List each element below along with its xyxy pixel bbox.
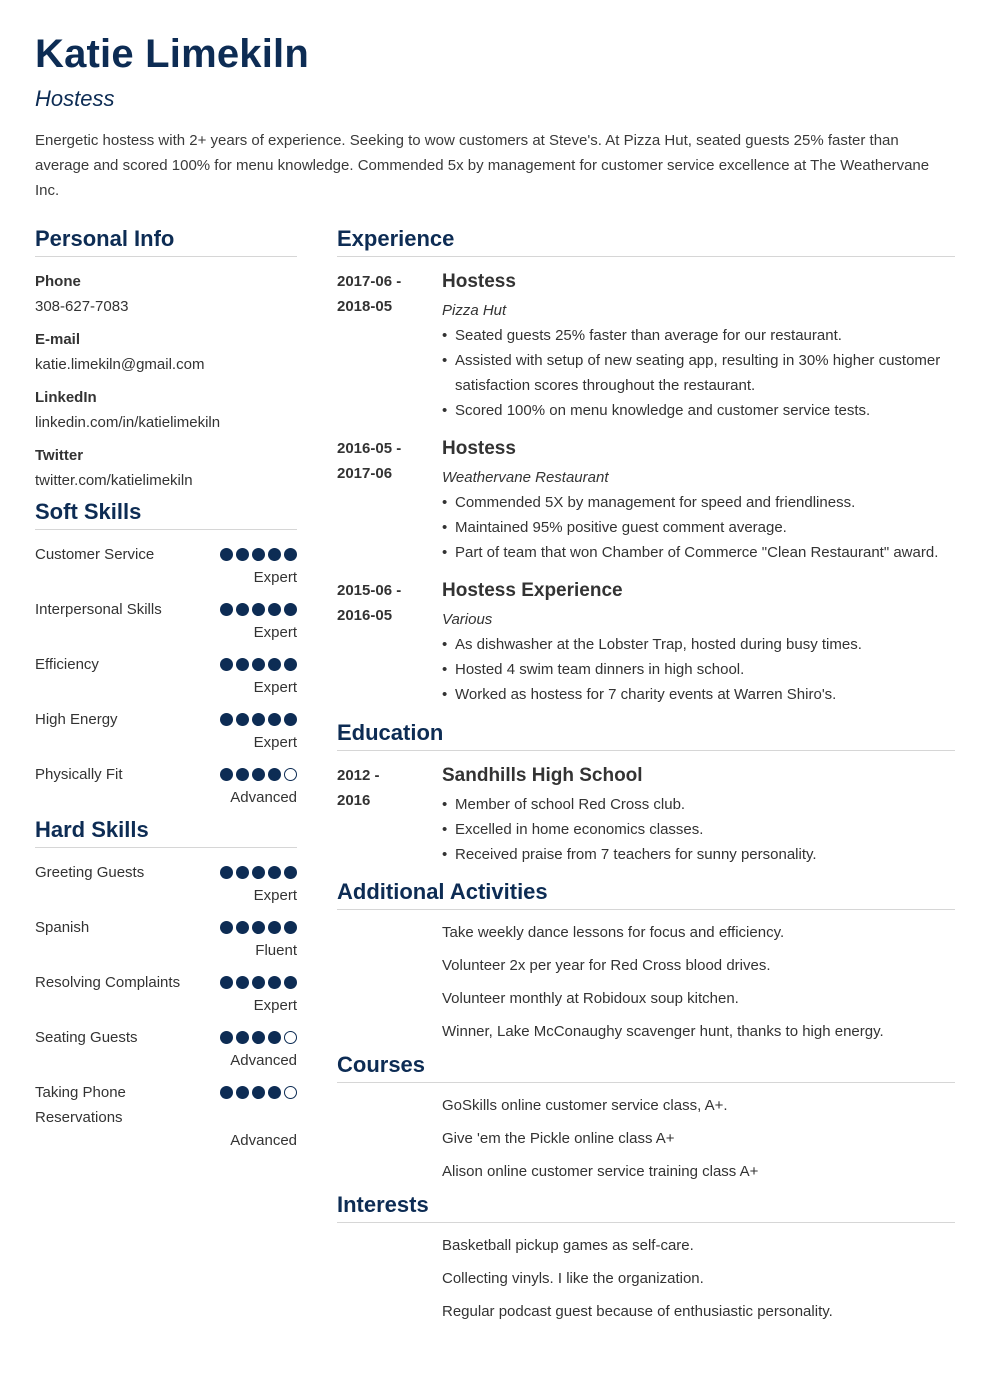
personal-info-section (35, 226, 297, 493)
skill-item (35, 707, 297, 754)
education-list (337, 763, 955, 867)
achievement-item: • Assisted with setup of new seating app, resulting in 30% higher customer satisfaction scores throughout the restaurant. (442, 348, 955, 398)
skill-name: Customer Service (35, 546, 155, 563)
interest-item: Collecting vinyls. I like the organization. (442, 1270, 704, 1287)
company-name: Pizza Hut (442, 302, 507, 319)
activities-list (442, 920, 955, 1044)
achievement-item: • Seated guests 25% faster than average for our restaurant. (442, 323, 955, 348)
filled-dot-icon (220, 768, 233, 781)
filled-dot-icon (236, 658, 249, 671)
achievement-item: • Maintained 95% positive guest comment average. (442, 515, 955, 540)
personal-info-label: E-mail (35, 331, 81, 348)
skill-name: High Energy (35, 711, 118, 728)
entry-dates (337, 269, 442, 423)
school-name: Sandhills High School (442, 765, 643, 786)
achievement-item: • Commended 5X by management for speed and friendliness. (442, 490, 955, 515)
skill-level: Advanced (230, 1052, 297, 1069)
skill-name: Interpersonal Skills (35, 601, 162, 618)
experience-heading: Experience (337, 226, 955, 257)
skill-row (35, 1025, 297, 1050)
skill-name: Resolving Complaints (35, 974, 181, 991)
achievement-item: • Scored 100% on menu knowledge and customer service tests. (442, 398, 955, 423)
filled-dot-icon (268, 548, 281, 561)
filled-dot-icon (268, 768, 281, 781)
skill-item (35, 915, 297, 962)
filled-dot-icon (252, 603, 265, 616)
education-section (337, 720, 955, 867)
skill-row (35, 860, 297, 885)
achievement-list (442, 490, 955, 565)
entry-body (442, 269, 955, 423)
skill-rating-dots (220, 1025, 297, 1044)
date-start: 2016-05 - (337, 440, 402, 457)
right-column (337, 226, 955, 1332)
education-bullets (442, 792, 955, 867)
entry-body (442, 578, 955, 707)
filled-dot-icon (220, 976, 233, 989)
hard-skills-list (35, 860, 297, 1152)
filled-dot-icon (268, 1031, 281, 1044)
filled-dot-icon (220, 548, 233, 561)
course-item: GoSkills online customer service class, A+. (442, 1097, 728, 1114)
experience-list (337, 269, 955, 707)
filled-dot-icon (220, 866, 233, 879)
personal-info-value: 308-627-7083 (35, 298, 129, 315)
filled-dot-icon (268, 976, 281, 989)
skill-rating-dots (220, 652, 297, 671)
filled-dot-icon (236, 921, 249, 934)
skill-rating-dots (220, 542, 297, 561)
courses-heading: Courses (337, 1052, 955, 1083)
skill-name: Spanish (35, 919, 90, 936)
company-name: Various (442, 611, 493, 628)
skill-rating-dots (220, 915, 297, 934)
skill-rating-dots (220, 860, 297, 879)
education-bullet: • Excelled in home economics classes. (442, 817, 955, 842)
activity-item: Volunteer 2x per year for Red Cross blood drives. (442, 957, 771, 974)
date-start: 2012 - (337, 767, 380, 784)
filled-dot-icon (284, 713, 297, 726)
skill-name: Efficiency (35, 656, 99, 673)
filled-dot-icon (268, 866, 281, 879)
filled-dot-icon (252, 1031, 265, 1044)
achievement-list (442, 632, 955, 707)
experience-entry (337, 578, 955, 707)
empty-dot-icon (284, 1031, 297, 1044)
skill-rating-dots (220, 970, 297, 989)
filled-dot-icon (236, 976, 249, 989)
entry-body (442, 436, 955, 565)
filled-dot-icon (268, 603, 281, 616)
skill-row (35, 762, 297, 787)
skill-level: Expert (253, 569, 297, 586)
job-role: Hostess (442, 271, 516, 292)
left-column (35, 226, 297, 1160)
experience-section (337, 226, 955, 707)
soft-skills-heading: Soft Skills (35, 499, 297, 530)
filled-dot-icon (268, 658, 281, 671)
candidate-name: Katie Limekiln (35, 32, 309, 76)
date-end: 2017-06 (337, 465, 393, 482)
skill-rating-dots (220, 707, 297, 726)
date-end: 2016 (337, 792, 371, 809)
skill-level: Expert (253, 997, 297, 1014)
skill-item (35, 860, 297, 907)
filled-dot-icon (252, 768, 265, 781)
personal-info-value: linkedin.com/in/katielimekiln (35, 414, 221, 431)
personal-info-value: twitter.com/katielimekiln (35, 472, 193, 489)
interest-item: Regular podcast guest because of enthusiastic personality. (442, 1303, 833, 1320)
filled-dot-icon (220, 921, 233, 934)
date-start: 2017-06 - (337, 273, 402, 290)
skill-name: Seating Guests (35, 1029, 138, 1046)
company-name: Weathervane Restaurant (442, 469, 609, 486)
filled-dot-icon (284, 658, 297, 671)
skill-row (35, 542, 297, 567)
personal-info-heading: Personal Info (35, 226, 297, 257)
filled-dot-icon (220, 1031, 233, 1044)
soft-skills-section (35, 499, 297, 809)
skill-item (35, 1080, 297, 1152)
entry-dates (337, 436, 442, 565)
personal-info-label: LinkedIn (35, 389, 97, 406)
interests-section (337, 1192, 955, 1324)
hard-skills-heading: Hard Skills (35, 817, 297, 848)
filled-dot-icon (252, 1086, 265, 1099)
skill-item (35, 652, 297, 699)
activity-item: Take weekly dance lessons for focus and efficiency. (442, 924, 785, 941)
skill-item (35, 1025, 297, 1072)
filled-dot-icon (252, 921, 265, 934)
experience-entry (337, 269, 955, 423)
filled-dot-icon (236, 768, 249, 781)
activities-heading: Additional Activities (337, 879, 955, 910)
achievement-item: • Part of team that won Chamber of Commerce "Clean Restaurant" award. (442, 540, 955, 565)
skill-level: Advanced (230, 789, 297, 806)
courses-section (337, 1052, 955, 1184)
filled-dot-icon (220, 603, 233, 616)
filled-dot-icon (220, 1086, 233, 1099)
personal-info-label: Phone (35, 273, 81, 290)
filled-dot-icon (236, 603, 249, 616)
skill-item (35, 762, 297, 809)
filled-dot-icon (284, 921, 297, 934)
education-bullet: • Member of school Red Cross club. (442, 792, 955, 817)
experience-entry (337, 436, 955, 565)
filled-dot-icon (236, 866, 249, 879)
job-title: Hostess (35, 86, 115, 111)
date-start: 2015-06 - (337, 582, 402, 599)
skill-rating-dots (220, 762, 297, 781)
summary: Energetic hostess with 2+ years of experience. Seeking to wow customers at Steve's. At Pizza Hut, seated guests 25% faster than average and scored 100% for menu knowledge. Commended 5x by management for customer service excellence at The Weathervane Inc. (35, 132, 930, 199)
skill-level: Advanced (230, 1132, 297, 1149)
courses-list (442, 1093, 955, 1184)
personal-info-value: katie.limekiln@gmail.com (35, 356, 205, 373)
skill-row (35, 1080, 297, 1130)
skill-item (35, 597, 297, 644)
empty-dot-icon (284, 768, 297, 781)
filled-dot-icon (236, 1031, 249, 1044)
entry-dates (337, 763, 442, 867)
achievement-item: • Hosted 4 swim team dinners in high school. (442, 657, 955, 682)
education-heading: Education (337, 720, 955, 751)
activity-item: Volunteer monthly at Robidoux soup kitchen. (442, 990, 739, 1007)
course-item: Alison online customer service training class A+ (442, 1163, 759, 1180)
filled-dot-icon (268, 921, 281, 934)
skill-item (35, 970, 297, 1017)
filled-dot-icon (252, 548, 265, 561)
activity-item: Winner, Lake McConaughy scavenger hunt, thanks to high energy. (442, 1023, 884, 1040)
skill-name: Physically Fit (35, 766, 123, 783)
skill-level: Expert (253, 887, 297, 904)
skill-rating-dots (220, 597, 297, 616)
skill-level: Expert (253, 624, 297, 641)
filled-dot-icon (284, 548, 297, 561)
filled-dot-icon (252, 713, 265, 726)
skill-row (35, 915, 297, 940)
filled-dot-icon (236, 548, 249, 561)
entry-dates (337, 578, 442, 707)
skill-row (35, 652, 297, 677)
date-end: 2018-05 (337, 298, 393, 315)
filled-dot-icon (220, 713, 233, 726)
filled-dot-icon (236, 713, 249, 726)
job-role: Hostess Experience (442, 580, 623, 601)
skill-level: Expert (253, 734, 297, 751)
empty-dot-icon (284, 1086, 297, 1099)
skill-level: Expert (253, 679, 297, 696)
skill-name: Taking Phone Reservations (35, 1084, 126, 1126)
filled-dot-icon (284, 866, 297, 879)
personal-info-list (35, 269, 297, 493)
job-role: Hostess (442, 438, 516, 459)
skill-row (35, 597, 297, 622)
interests-list (442, 1233, 955, 1324)
filled-dot-icon (252, 866, 265, 879)
achievement-item: • As dishwasher at the Lobster Trap, hosted during busy times. (442, 632, 955, 657)
education-entry (337, 763, 955, 867)
filled-dot-icon (252, 658, 265, 671)
achievement-list (442, 323, 955, 423)
skill-rating-dots (220, 1080, 297, 1099)
skill-name: Greeting Guests (35, 864, 145, 881)
skill-item (35, 542, 297, 589)
interests-heading: Interests (337, 1192, 955, 1223)
personal-info-label: Twitter (35, 447, 84, 464)
achievement-item: • Worked as hostess for 7 charity events at Warren Shiro's. (442, 682, 955, 707)
course-item: Give 'em the Pickle online class A+ (442, 1130, 675, 1147)
entry-body (442, 763, 955, 867)
skill-level: Fluent (255, 942, 297, 959)
filled-dot-icon (268, 1086, 281, 1099)
filled-dot-icon (236, 1086, 249, 1099)
skill-row (35, 970, 297, 995)
interest-item: Basketball pickup games as self-care. (442, 1237, 694, 1254)
filled-dot-icon (220, 658, 233, 671)
filled-dot-icon (284, 976, 297, 989)
filled-dot-icon (284, 603, 297, 616)
date-end: 2016-05 (337, 607, 393, 624)
filled-dot-icon (268, 713, 281, 726)
skill-row (35, 707, 297, 732)
filled-dot-icon (252, 976, 265, 989)
education-bullet: • Received praise from 7 teachers for sunny personality. (442, 842, 955, 867)
soft-skills-list (35, 542, 297, 809)
hard-skills-section (35, 817, 297, 1152)
activities-section (337, 879, 955, 1044)
